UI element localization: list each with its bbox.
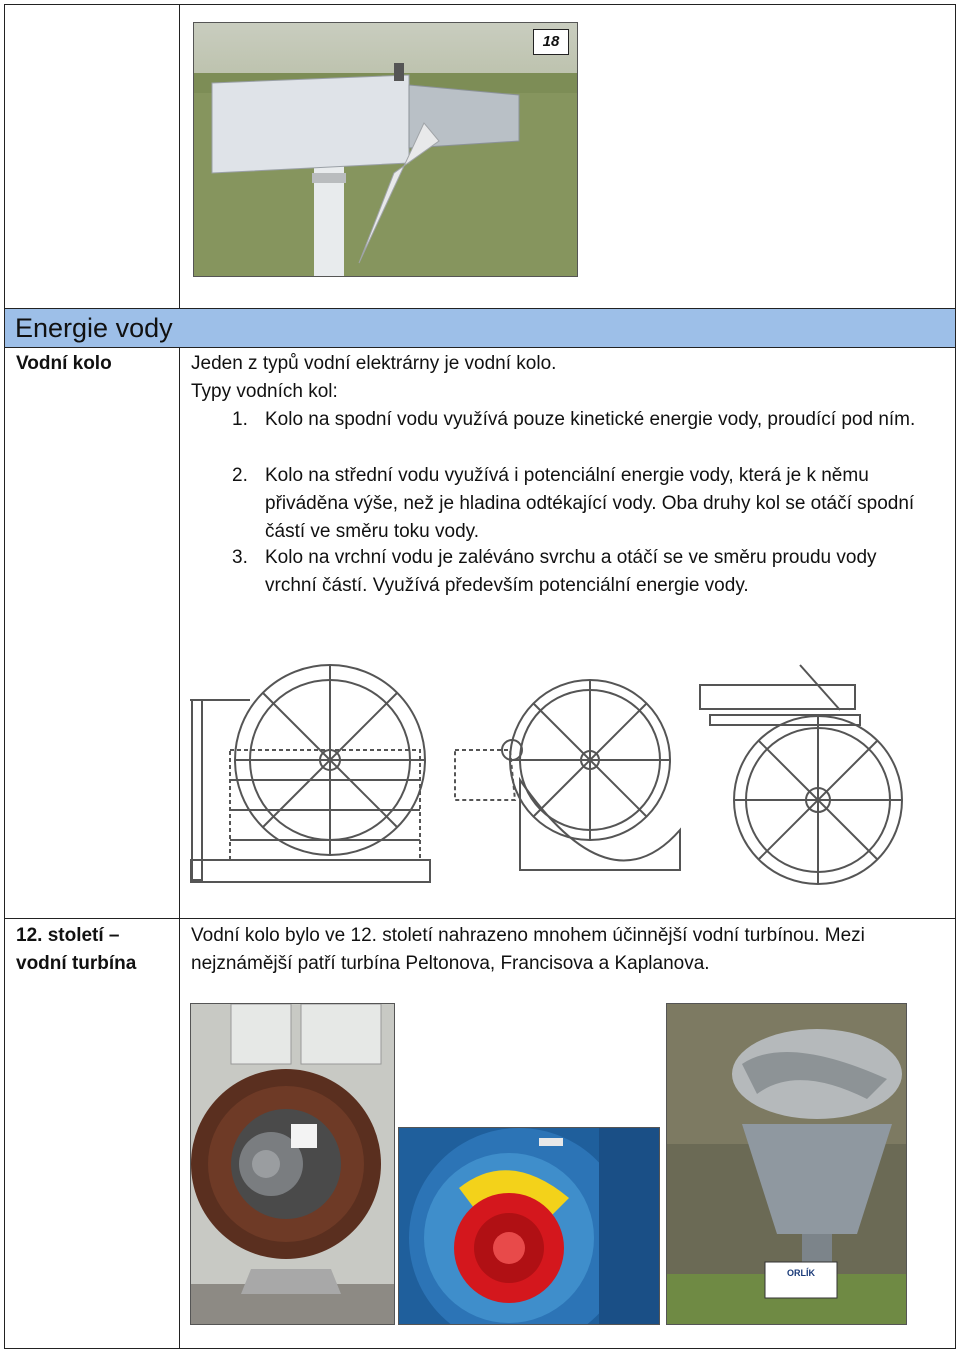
undershot-wheel-drawing <box>190 665 430 882</box>
turbine-text-line2: nejznámější patří turbína Peltonova, Francisova a Kaplanova. <box>191 953 710 974</box>
column-divider <box>179 4 180 1349</box>
turbine-label-line2: vodní turbína <box>16 953 137 974</box>
item-text: Kolo na střední vodu využívá i potenciální energie vody, která je k němu přiváděna výše, než je hladina odtékající vody. Oba druhy kol se otáčí spodní částí ve směru toku vody. <box>265 465 915 542</box>
wind-turbine-photo <box>193 22 578 277</box>
wheel-type-item <box>232 462 922 546</box>
item-number: 3. <box>232 547 248 568</box>
item-text: Kolo na spodní vodu využívá pouze kinetické energie vody, proudící pod ním. <box>265 409 916 430</box>
row-divider <box>4 918 956 919</box>
image-number-badge: 18 <box>533 29 569 55</box>
wheel-type-item <box>232 544 922 600</box>
pelton-turbine-photo <box>190 1003 395 1325</box>
water-wheel-drawings <box>190 660 910 900</box>
turbine-text-line1: Vodní kolo bylo ve 12. století nahrazeno mnohem účinnější vodní turbínou. Mezi <box>191 925 865 946</box>
water-wheel-label: Vodní kolo <box>16 353 112 374</box>
wheel-type-item <box>232 406 922 462</box>
orlik-sign-text: ORLÍK <box>787 1268 815 1278</box>
breastshot-wheel-drawing <box>455 680 680 870</box>
water-wheel-intro: Jeden z typů vodní elektrárny je vodní kolo. <box>191 353 557 374</box>
item-number: 1. <box>232 409 248 430</box>
wheel-types-heading: Typy vodních kol: <box>191 381 338 402</box>
kaplan-turbine-photo <box>666 1003 907 1325</box>
item-text: Kolo na vrchní vodu je zaléváno svrchu a otáčí se ve směru proudu vody vrchní částí. Využívá především potenciální energie vody. <box>265 547 877 596</box>
francis-turbine-photo <box>398 1127 660 1325</box>
section-heading-band <box>5 308 955 348</box>
item-number: 2. <box>232 465 248 486</box>
section-title: Energie vody <box>15 313 173 343</box>
overshot-wheel-drawing <box>700 665 902 884</box>
turbine-label-line1: 12. století – <box>16 925 120 946</box>
